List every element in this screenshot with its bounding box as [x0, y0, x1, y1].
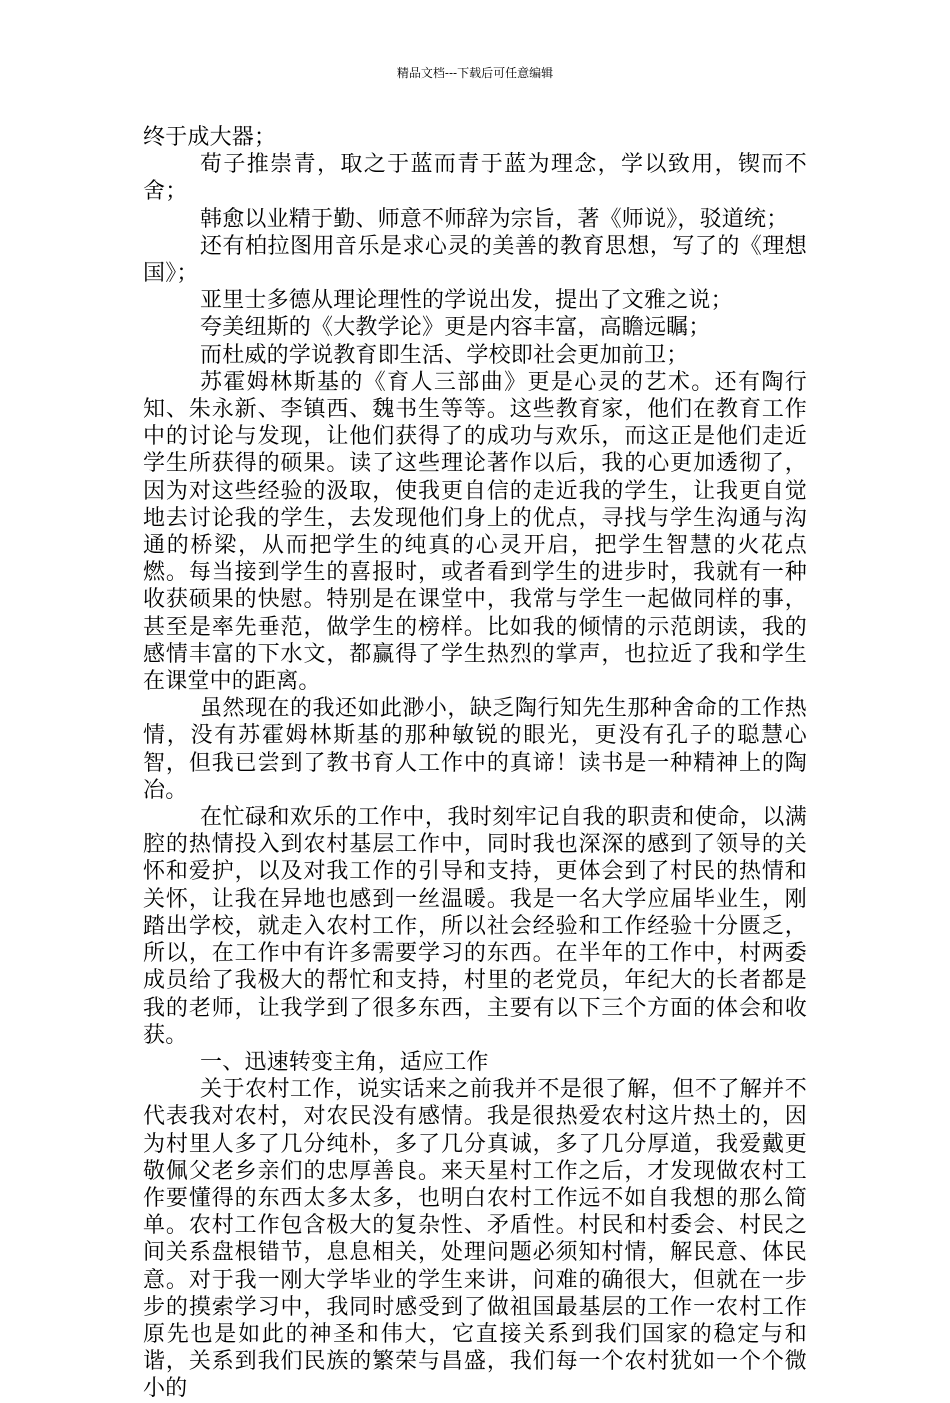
paragraph: 亚里士多德从理论理性的学说出发，提出了文雅之说；: [200, 288, 733, 314]
page-header: 精品文档---下载后可任意编辑: [396, 66, 554, 80]
paragraph: 苏霍姆林斯基的《育人三部曲》更是心灵的艺术。还有陶行知、朱永新、李镇西、魏书生等等。这些教育家，他们在教育工作中的讨论与发现，让他们获得了的成功与欢乐，而这正是他们走近学生所获得的硕果。读了这些理论著作以后，我的心更加透彻了，因为对这些经验的汲取，使我更自信的走近我的学生，让我更自觉地去讨论我的学生，去发现他们身上的优点，寻找与学生沟通与沟通的桥梁，从而把学生的纯真的心灵开启，把学生智慧的火花点燃。每当接到学生的喜报时，或者看到学生的进步时，我就有一种收获硕果的快慰。特别是在课堂中，我常与学生一起做同样的事，甚至是率先垂范，做学生的榜样。比如我的倾情的示范朗读，我的感情丰富的下水文，都赢得了学生热烈的掌声，也拉近了我和学生在课堂中的距离。: [143, 369, 807, 695]
paragraph: 还有柏拉图用音乐是求心灵的美善的教育思想，写了的《理想国》；: [143, 233, 807, 287]
paragraph: 虽然现在的我还如此渺小，缺乏陶行知先生那种舍命的工作热情，没有苏霍姆林斯基的那种敏锐的眼光，更没有孔子的聪慧心智，但我已尝到了教书育人工作中的真谛！读书是一种精神上的陶冶。: [143, 696, 807, 803]
paragraph: 关于农村工作，说实话来之前我并不是很了解，但不了解并不代表我对农村，对农民没有感情。我是很热爱农村这片热土的，因为村里人多了几分纯朴，多了几分真诚，多了几分厚道，我爱戴更敬佩父老乡亲们的忠厚善良。来天星村工作之后，才发现做农村工作要懂得的东西太多太多，也明白农村工作远不如自我想的那么简单。农村工作包含极大的复杂性、矛盾性。村民和村委会、村民之间关系盘根错节，息息相关，处理问题必须知村情，解民意、体民意。对于我一刚大学毕业的学生来讲，问难的确很大，但就在一步步的摸索学习中，我同时感受到了做祖国最基层的工作一农村工作原先也是如此的神圣和伟大，它直接关系到我们国家的稳定与和谐，关系到我们民族的繁荣与昌盛，我们每一个农村犹如一个个微小的: [143, 1077, 807, 1402]
section-heading: 一、迅速转变主角，适应工作: [200, 1049, 489, 1075]
paragraph: 而杜威的学说教育即生活、学校即社会更加前卫；: [200, 342, 689, 368]
paragraph: 韩愈以业精于勤、师意不师辞为宗旨，著《师说》，驳道统；: [200, 206, 789, 232]
document-body: [143, 124, 807, 1403]
paragraph: 荀子推崇青，取之于蓝而青于蓝为理念，学以致用，锲而不舍；: [143, 152, 807, 205]
paragraph: 终于成大器；: [143, 125, 277, 150]
paragraph: 在忙碌和欢乐的工作中，我时刻牢记自我的职责和使命，以满腔的热情投入到农村基层工作中，同时我也深深的感到了领导的关怀和爱护，以及对我工作的引导和支持，更体会到了村民的热情和关怀，让我在异地也感到一丝温暖。我是一名大学应届毕业生，刚踏出学校，就走入农村工作，所以社会经验和工作经验十分匮乏，所以，在工作中有许多需要学习的东西。在半年的工作中，村两委成员给了我极大的帮忙和支持，村里的老党员，年纪大的长者都是我的老师，让我学到了很多东西，主要有以下三个方面的体会和收获。: [143, 805, 807, 1048]
paragraph: 夸美纽斯的《大教学论》更是内容丰富，高瞻远瞩；: [200, 315, 711, 341]
